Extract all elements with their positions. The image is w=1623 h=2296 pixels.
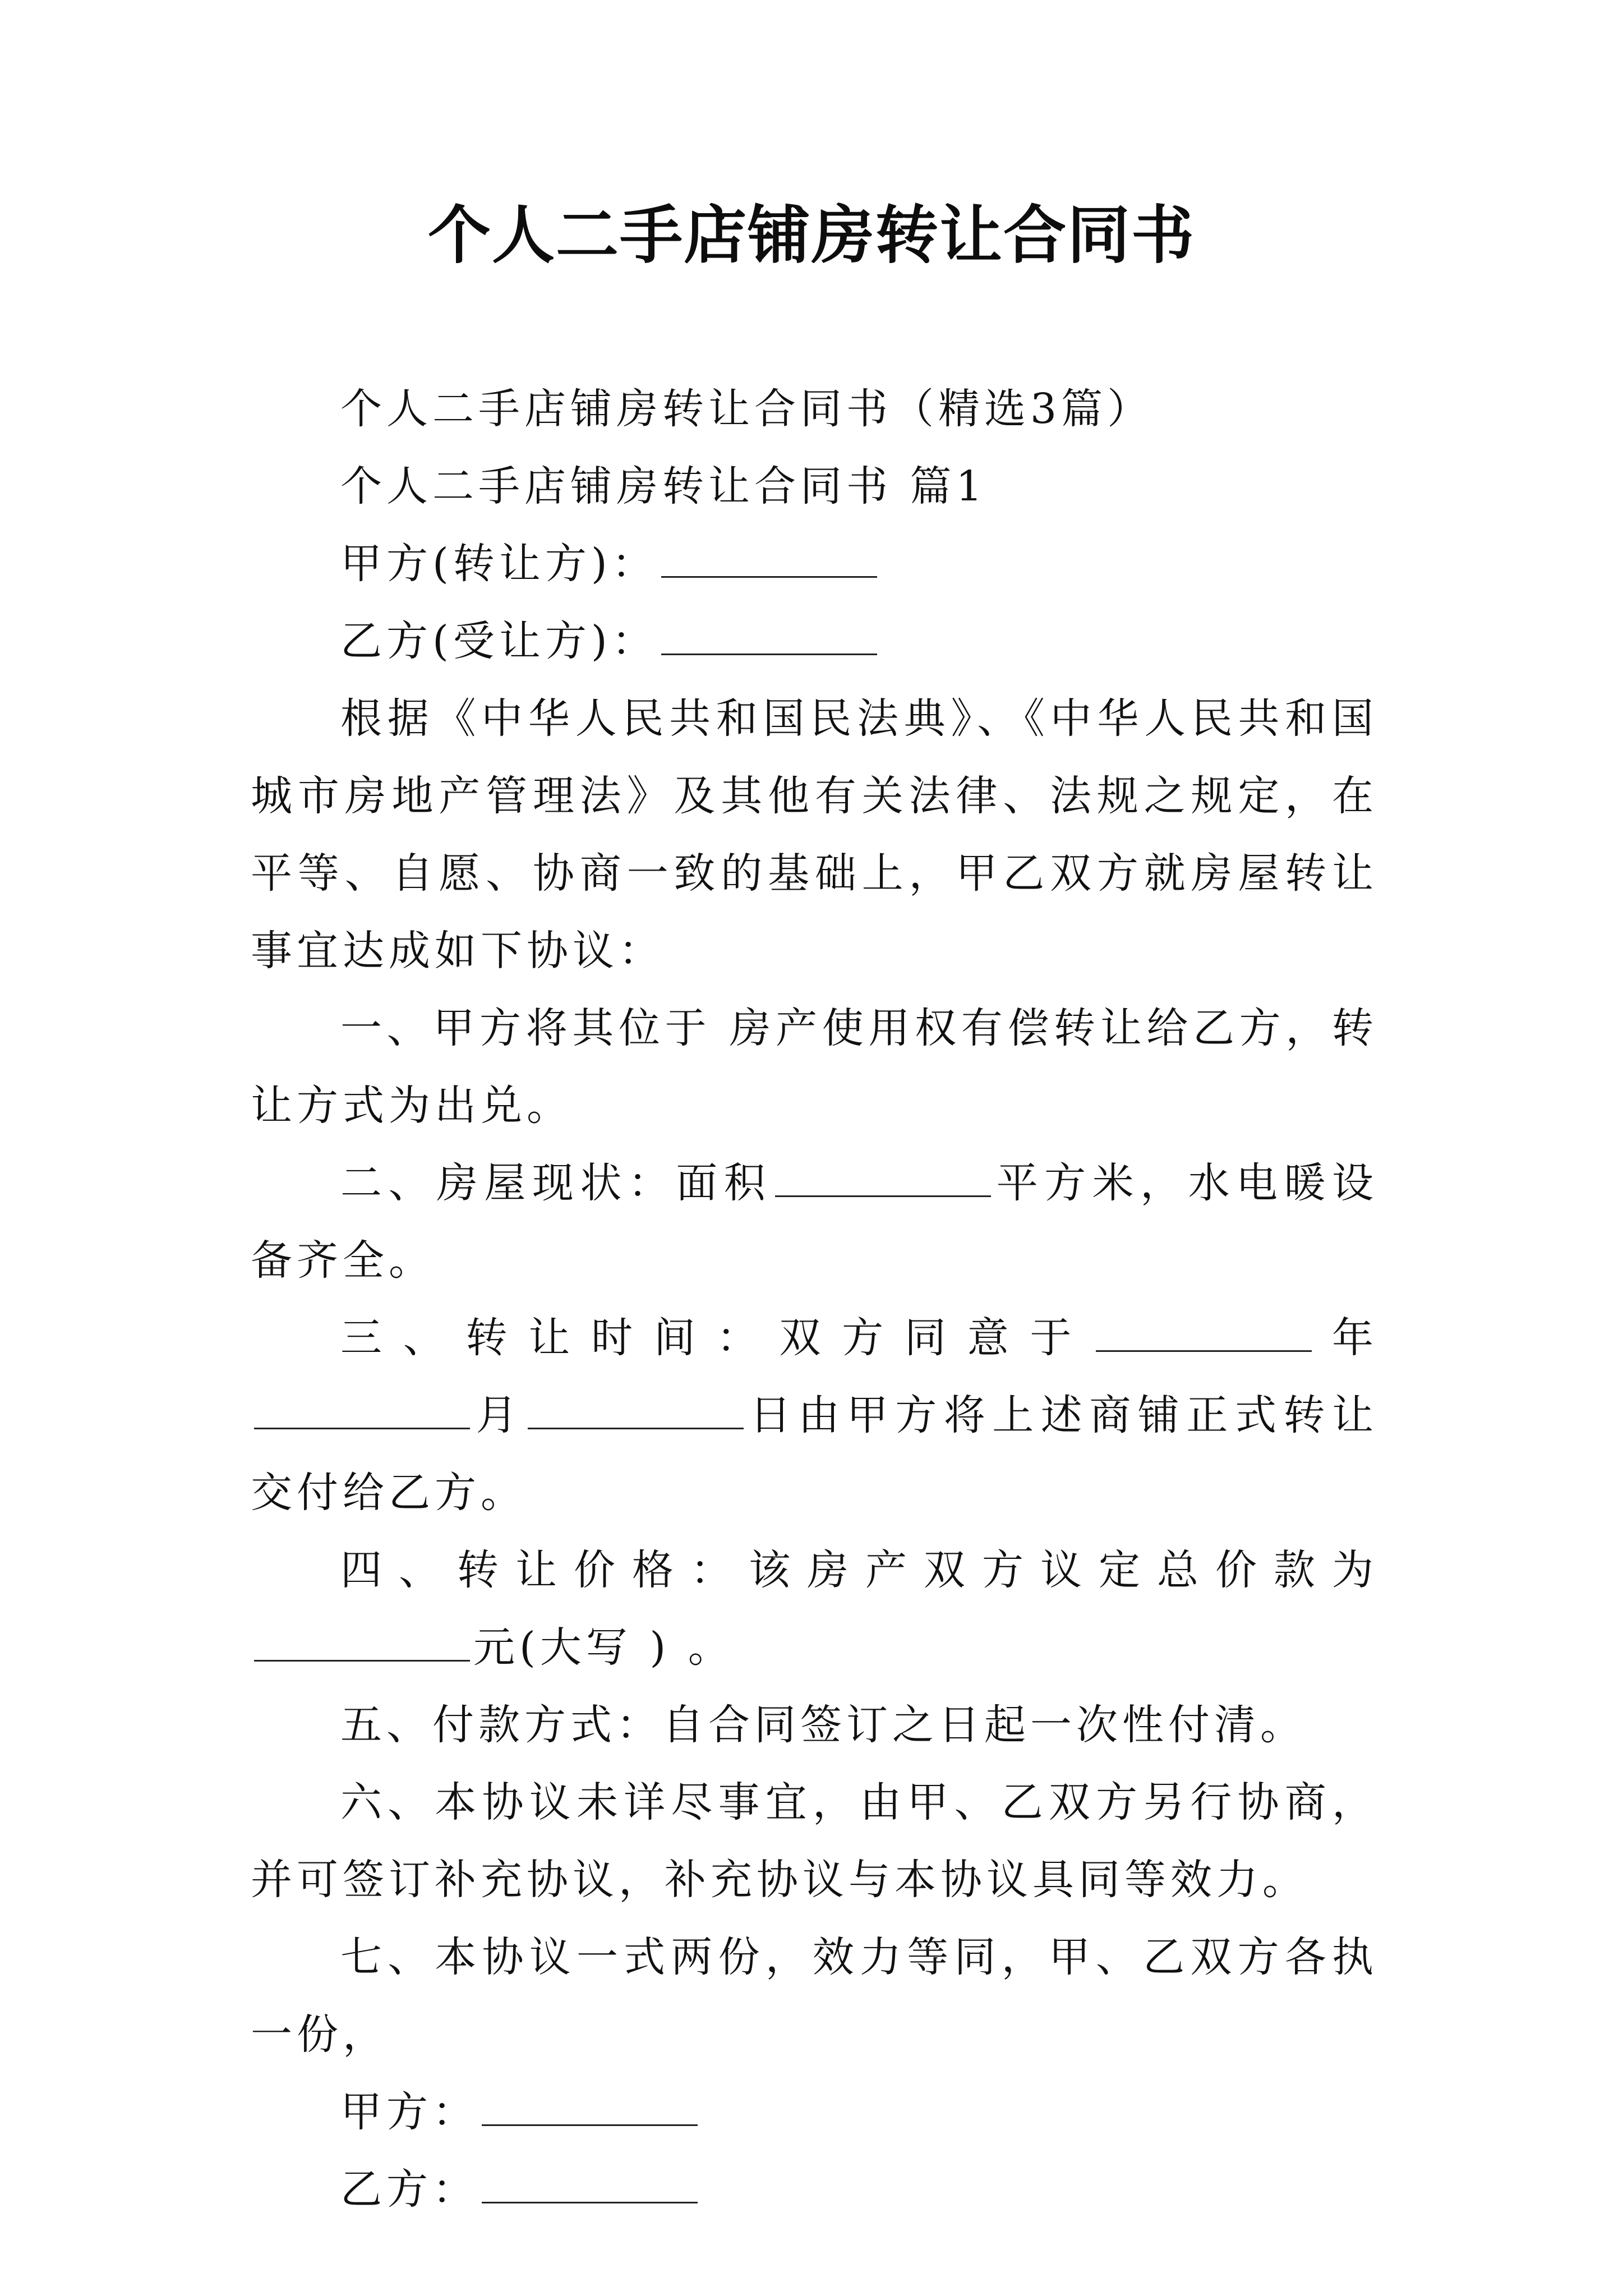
clause-6: 六、本协议未详尽事宜，由甲、乙双方另行协商，并可签订补充协议，补充协议与本协议具同等效力。 (251, 1778, 1378, 1904)
clause-2 (251, 1144, 1378, 1299)
subtitle-selection: 个人二手店铺房转让合同书（精选3篇） (340, 385, 1154, 433)
clause-1: 一、甲方将其位于 房产使用权有偿转让给乙方，转让方式为出兑。 (251, 1004, 1378, 1130)
document-body (251, 370, 1378, 2228)
clause-3-month: 月 (473, 1391, 525, 1439)
clause-4-text-b: 元(大写 ) 。 (473, 1623, 734, 1672)
clause-3-text-d: 日由甲方将上述商铺正式转让交付给乙方。 (251, 1391, 1378, 1517)
signature-b-label: 乙方： (340, 2165, 478, 2214)
year-blank (1096, 1315, 1312, 1352)
signature-a-label: 甲方： (340, 2088, 478, 2136)
section-heading: 个人二手店铺房转让合同书 篇1 (340, 462, 987, 510)
page-title: 个人二手店铺房转让合同书 (428, 199, 1195, 272)
party-b-label: 乙方(受让方)： (340, 617, 658, 665)
signature-b-blank (482, 2167, 698, 2203)
month-blank (254, 1393, 470, 1429)
clause-4-text-a: 四、转让价格：该房产双方议定总价款为 (340, 1546, 1378, 1594)
clause-3-year: 年 (1315, 1314, 1378, 1362)
price-blank (254, 1625, 470, 1662)
party-a-label: 甲方(转让方)： (340, 540, 658, 588)
clause-5: 五、付款方式：自合同签订之日起一次性付清。 (340, 1701, 1306, 1749)
clause-2-text-a: 二、房屋现状：面积 (340, 1159, 772, 1207)
clause-3 (251, 1299, 1378, 1531)
party-a-blank (661, 541, 877, 578)
signature-party-a (251, 2073, 1378, 2151)
clause-3-text-a: 三、转让时间：双方同意于 (340, 1314, 1093, 1362)
party-b-line (251, 602, 1378, 680)
party-a-line (251, 525, 1378, 602)
clause-7: 七、本协议一式两份，效力等同，甲、乙双方各执一份， (251, 1933, 1378, 2059)
signature-a-blank (482, 2090, 698, 2126)
area-blank (775, 1161, 991, 1197)
day-blank (528, 1393, 744, 1429)
legal-basis-paragraph: 根据《中华人民共和国民法典》、《中华人民共和国城市房地产管理法》及其他有关法律、法规之规定，在平等、自愿、协商一致的基础上，甲乙双方就房屋转让事宜达成如下协议： (251, 694, 1378, 975)
clause-4 (251, 1531, 1378, 1686)
signature-party-b (251, 2151, 1378, 2228)
party-b-blank (661, 619, 877, 655)
clause-2-text-b: 平方米，水电暖设备齐全。 (251, 1159, 1378, 1285)
